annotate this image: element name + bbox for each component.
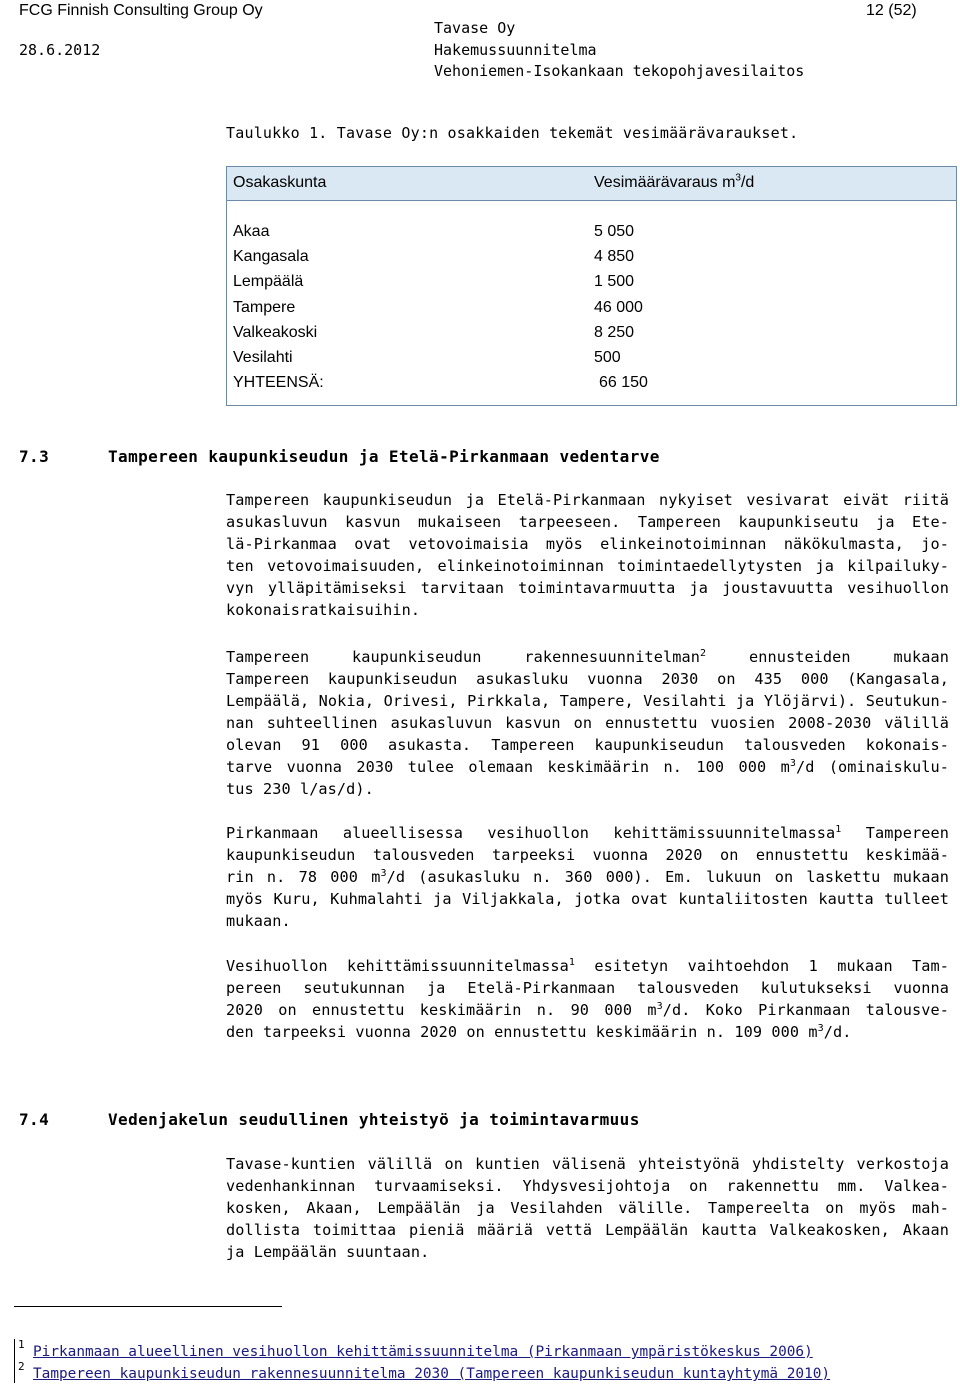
text-line: pereen seutukunnan ja Etelä-Pirkanmaan talousveden kulutukseksi vuonna	[226, 979, 949, 997]
footnote-link[interactable]: Pirkanmaan alueellinen vesihuollon kehittämissuunnitelma (Pirkanmaan ympäristökeskus 2006)	[33, 1344, 813, 1360]
text-run: Pirkanmaan alueellisessa vesihuollon kehittämissuunnitelmassa	[226, 824, 836, 842]
table-cell-name: Tampere	[233, 298, 296, 316]
text-run: ennusteiden mukaan	[706, 648, 949, 666]
text-line: Tavase-kuntien välillä on kuntien välisenä yhteistyönä yhdistelty verkostoja	[226, 1155, 949, 1173]
section-title: Tampereen kaupunkiseudun ja Etelä-Pirkanmaan vedentarve	[108, 447, 660, 466]
text-run: /d. Koko Pirkanmaan talousve-	[662, 1001, 949, 1019]
text-line	[226, 1021, 949, 1043]
text-run: 2020 on ennustettu keskimäärin n. 90 000 m	[226, 1001, 657, 1019]
table-header-row	[227, 167, 956, 201]
text-line	[226, 999, 949, 1021]
text-line: dollista toimittaa pieniä määriä vettä Lempäälän kautta Valkeakosken, Akaan	[226, 1221, 949, 1239]
table-cell-value: 1 500	[594, 273, 635, 291]
text-run: den tarpeeksi vuonna 2020 on ennustettu keskimäärin n. 109 000 m	[226, 1023, 818, 1041]
superscript: 3	[380, 867, 387, 879]
text-run: Tampereen kaupunkiseudun rakennesuunnitelman	[226, 648, 700, 666]
header-company: FCG Finnish Consulting Group Oy	[19, 2, 263, 19]
superscript: 3	[789, 757, 796, 769]
text-run: /d (ominaiskulu-	[795, 758, 949, 776]
table-cell-value: 5 050	[594, 223, 635, 240]
table-cell-name: Valkeakoski	[233, 323, 318, 341]
text-line	[226, 955, 949, 977]
table-cell-name: Kangasala	[233, 248, 309, 266]
table-row	[227, 247, 956, 272]
table-header-reservation-text: Vesimäärävaraus m	[594, 174, 736, 191]
table-row	[227, 222, 956, 247]
text-run: Vesihuollon kehittämissuunnitelmassa	[226, 957, 569, 975]
table-cell-name: Lempäälä	[233, 273, 304, 291]
table-cell-value: 4 850	[594, 248, 635, 266]
text-line: kaupunkiseudun talousveden tarpeeksi vuonna 2020 on ennustettu keskimää-	[226, 846, 949, 864]
paragraph-7-3-2	[226, 646, 949, 800]
section-heading-7-3	[19, 447, 919, 469]
header-date: 28.6.2012	[19, 41, 101, 59]
text-run: esitetyn vaihtoehdon 1 mukaan Tam-	[575, 957, 949, 975]
table-row-total	[227, 373, 956, 398]
table-header-shareholder: Osakaskunta	[233, 174, 327, 191]
text-line: vedenhankinnan turvaamiseksi. Yhdysvesijohtoja on rakennettu mm. Valkea-	[226, 1177, 949, 1195]
table-header-reservation-sup: 3	[735, 172, 741, 184]
table-cell-name: YHTEENSÄ:	[233, 374, 324, 392]
footnote-ref: 1	[568, 956, 575, 968]
text-line	[226, 822, 949, 844]
table-cell-value: 66 150	[599, 374, 648, 392]
table-row	[227, 323, 956, 348]
footnote-ref: 2	[699, 647, 707, 659]
section-title: Vedenjakelun seudullinen yhteistyö ja toimintavarmuus	[108, 1110, 640, 1129]
header-doc-type: Hakemussuunnitelma	[434, 41, 597, 59]
text-line: olevan 91 000 asukasta. Tampereen kaupunkiseudun talousveden kokonais-	[226, 736, 949, 754]
text-line: nan suhteellinen asukasluvun kasvun on ennustettu vuosien 2008-2030 välillä	[226, 714, 949, 732]
table-row	[227, 298, 956, 323]
text-line: kosken, Akaan, Lempäälän ja Vesilahden välille. Tampereelta on myös mah-	[226, 1199, 949, 1217]
text-line	[226, 866, 949, 888]
footnote-mark: 2	[18, 1360, 25, 1373]
footnote-link[interactable]: Tampereen kaupunkiseudun rakennesuunnitelma 2030 (Tampereen kaupunkiseudun kuntayhtymä 2010)	[33, 1366, 831, 1382]
section-heading-7-4	[19, 1110, 919, 1132]
text-line: Lempäälä, Nokia, Orivesi, Pirkkala, Tampere, Vesilahti ja Ylöjärvi). Seutukun-	[226, 692, 949, 710]
table-header-reservation	[594, 174, 754, 192]
text-run: rin n. 78 000 m	[226, 868, 381, 886]
table-cell-value: 46 000	[594, 298, 643, 316]
footnote-margin-bar	[14, 1339, 15, 1383]
header-client: Tavase Oy	[434, 19, 516, 37]
paragraph-7-3-4	[226, 955, 949, 1043]
reservation-table	[226, 166, 957, 406]
text-line	[226, 646, 949, 668]
footnote-ref: 1	[835, 823, 842, 835]
text-line	[226, 756, 949, 778]
footnote-mark: 1	[18, 1338, 25, 1351]
text-line: lä-Pirkanmaa ovat vetovoimaisia myös elinkeinotoiminnan näkökulmasta, jo-	[226, 535, 949, 553]
text-line: kokonaisratkaisuihin.	[226, 601, 421, 619]
paragraph-7-3-3	[226, 822, 949, 932]
text-line: asukasluvun kasvun mukaiseen tarpeeseen. Tampereen kaupunkiseutu ja Ete-	[226, 513, 949, 531]
text-line: ja Lempäälän suuntaan.	[226, 1243, 430, 1261]
text-run: tarve vuonna 2030 tulee olemaan keskimäärin n. 100 000 m	[226, 758, 790, 776]
header-page-number: 12 (52)	[866, 2, 917, 19]
section-number: 7.4	[19, 1110, 50, 1129]
section-number: 7.3	[19, 447, 50, 466]
text-line: Tampereen kaupunkiseudun ja Etelä-Pirkanmaan nykyiset vesivarat eivät riitä	[226, 491, 949, 509]
superscript: 3	[656, 1000, 663, 1012]
table-cell-value: 8 250	[594, 323, 635, 341]
text-line: ten vetovoimaisuuden, elinkeinotoiminnan toimintaedellytysten ja kilpailuky-	[226, 557, 949, 575]
text-line: myös Kuru, Kuhmalahti ja Viljakkala, jotka ovat kuntaliitosten kautta tulleet	[226, 890, 949, 908]
text-line: mukaan.	[226, 912, 291, 930]
paragraph-7-3-1	[226, 489, 949, 621]
table-cell-name: Vesilahti	[233, 348, 293, 366]
superscript: 3	[817, 1022, 824, 1034]
header-project: Vehoniemen-Isokankaan tekopohjavesilaitos	[434, 62, 805, 80]
table-header-reservation-unit: /d	[740, 174, 755, 191]
table-row	[227, 348, 956, 373]
table-row	[227, 272, 956, 297]
table-caption: Taulukko 1. Tavase Oy:n osakkaiden tekemät vesimäärävaraukset.	[226, 124, 799, 142]
text-run: /d.	[823, 1023, 852, 1041]
text-run: /d (asukasluku n. 360 000). Em. lukuun on laskettu mukaan	[386, 868, 950, 886]
text-run: Tampereen	[841, 824, 949, 842]
paragraph-7-4-1	[226, 1153, 949, 1263]
text-line: vyn ylläpitämiseksi tarvitaan toimintavarmuutta ja joustavuutta vesihuollon	[226, 579, 949, 597]
footnote-separator	[14, 1306, 282, 1307]
table-cell-value: 500	[594, 348, 621, 366]
text-line: Tampereen kaupunkiseudun asukasluku vuonna 2030 on 435 000 (Kangasala,	[226, 670, 949, 688]
table-body	[227, 222, 956, 398]
text-line: tus 230 l/as/d).	[226, 780, 374, 798]
table-cell-name: Akaa	[233, 223, 270, 240]
